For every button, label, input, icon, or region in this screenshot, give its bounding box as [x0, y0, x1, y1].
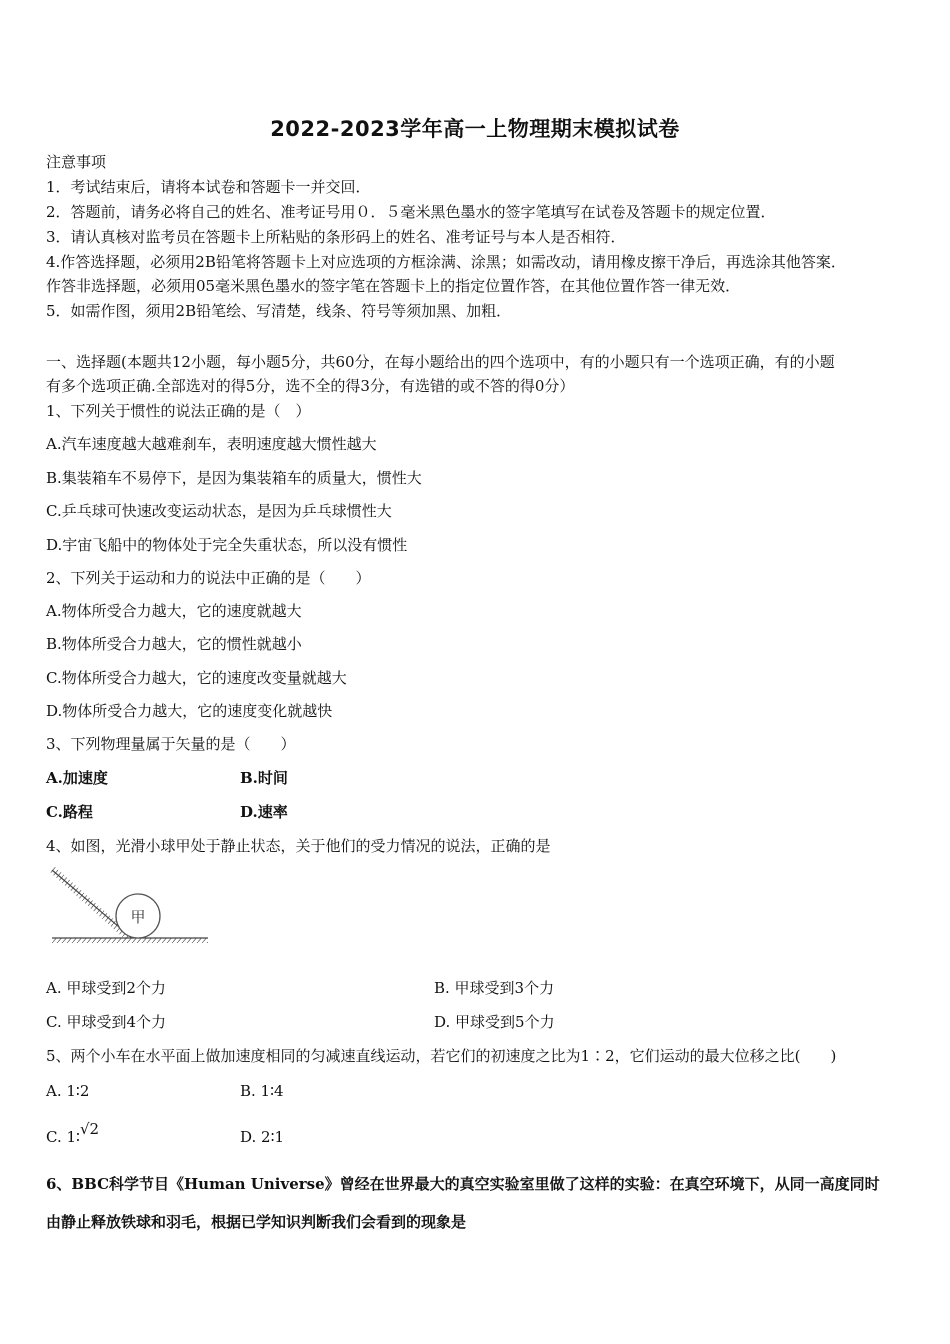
- q3-option-c: C.路程: [46, 803, 93, 821]
- q3-option-a: A.加速度: [46, 769, 108, 787]
- notice-item-3: 3．请认真核对监考员在答题卡上所粘贴的条形码上的姓名、准考证号与本人是否相符．: [46, 228, 626, 246]
- q6-stem-line2: 由静止释放铁球和羽毛，根据已学知识判断我们会看到的现象是: [46, 1213, 467, 1231]
- ground-hatch: [52, 938, 208, 943]
- q5-option-d: D. 2∶1: [240, 1128, 285, 1146]
- section1-instructions-line2: 有多个选项正确.全部选对的得5分，选不全的得3分，有选错的或不答的得0分）: [46, 377, 575, 395]
- q2-option-a: A.物体所受合力越大，它的速度就越大: [46, 602, 302, 620]
- q4-option-b: B. 甲球受到3个力: [434, 979, 555, 997]
- q6-stem-line1: 6、BBC科学节目《Human Universe》曾经在世界最大的真空实验室里做了这样的实验：在真空环境下，从同一高度同时: [46, 1175, 880, 1193]
- notice-item-4: 4.作答选择题，必须用2B铅笔将答题卡上对应选项的方框涂满、涂黑；如需改动，请用橡皮擦干净后，再选涂其他答案．: [46, 253, 846, 271]
- notice-item-5: 5．如需作图，须用2B铅笔绘、写清楚，线条、符号等须加黑、加粗．: [46, 302, 512, 320]
- q1-option-a: A.汽车速度越大越难刹车，表明速度越大惯性越大: [46, 435, 377, 453]
- q5-option-c-prefix: C. 1∶: [46, 1128, 80, 1146]
- q1-option-b: B.集装箱车不易停下，是因为集装箱车的质量大，惯性大: [46, 469, 422, 487]
- q2-stem: 2、下列关于运动和力的说法中正确的是（ ）: [46, 569, 371, 587]
- q5-stem: 5、两个小车在水平面上做加速度相同的匀减速直线运动，若它们的初速度之比为1∶2，它们运动的最大位移之比( ): [46, 1047, 837, 1065]
- q2-option-c: C.物体所受合力越大，它的速度改变量就越大: [46, 669, 347, 687]
- notice-heading: 注意事项: [46, 153, 107, 171]
- notice-item-2: 2．答题前，请务必将自己的姓名、准考证号用０．５毫米黑色墨水的签字笔填写在试卷及答题卡的规定位置．: [46, 203, 776, 221]
- ball-label: 甲: [130, 908, 146, 926]
- q3-option-b: B.时间: [240, 769, 288, 787]
- page-title: 2022-2023学年高一上物理期末模拟试卷: [270, 117, 680, 141]
- q1-option-d: D.宇宙飞船中的物体处于完全失重状态，所以没有惯性: [46, 536, 408, 554]
- section1-instructions-line1: 一、选择题(本题共12小题，每小题5分，共60分，在每小题给出的四个选项中，有的小题只有一个选项正确，有的小题: [46, 353, 835, 371]
- q4-option-c: C. 甲球受到4个力: [46, 1013, 167, 1031]
- q3-option-d: D.速率: [240, 803, 288, 821]
- q1-stem: 1、下列关于惯性的说法正确的是（ ）: [46, 402, 311, 420]
- q5-option-c: [46, 1120, 100, 1147]
- q1-option-c: C.乒乓球可快速改变运动状态，是因为乒乓球惯性大: [46, 502, 392, 520]
- q4-figure-incline-ball: [48, 864, 210, 950]
- sqrt-two: √2: [79, 1120, 100, 1138]
- notice-item-1: 1．考试结束后，请将本试卷和答题卡一并交回．: [46, 178, 371, 196]
- notice-item-4-cont: 作答非选择题，必须用05毫米黑色墨水的签字笔在答题卡上的指定位置作答，在其他位置作答一律无效．: [46, 277, 741, 295]
- q2-option-d: D.物体所受合力越大，它的速度变化就越快: [46, 702, 333, 720]
- q4-option-a: A. 甲球受到2个力: [46, 979, 166, 997]
- q5-option-b: B. 1∶4: [240, 1082, 284, 1100]
- q4-option-d: D. 甲球受到5个力: [434, 1013, 555, 1031]
- q5-option-a: A. 1∶2: [46, 1082, 90, 1100]
- q2-option-b: B.物体所受合力越大，它的惯性就越小: [46, 635, 302, 653]
- q3-stem: 3、下列物理量属于矢量的是（ ）: [46, 735, 296, 753]
- q4-stem: 4、如图，光滑小球甲处于静止状态，关于他们的受力情况的说法，正确的是: [46, 837, 551, 855]
